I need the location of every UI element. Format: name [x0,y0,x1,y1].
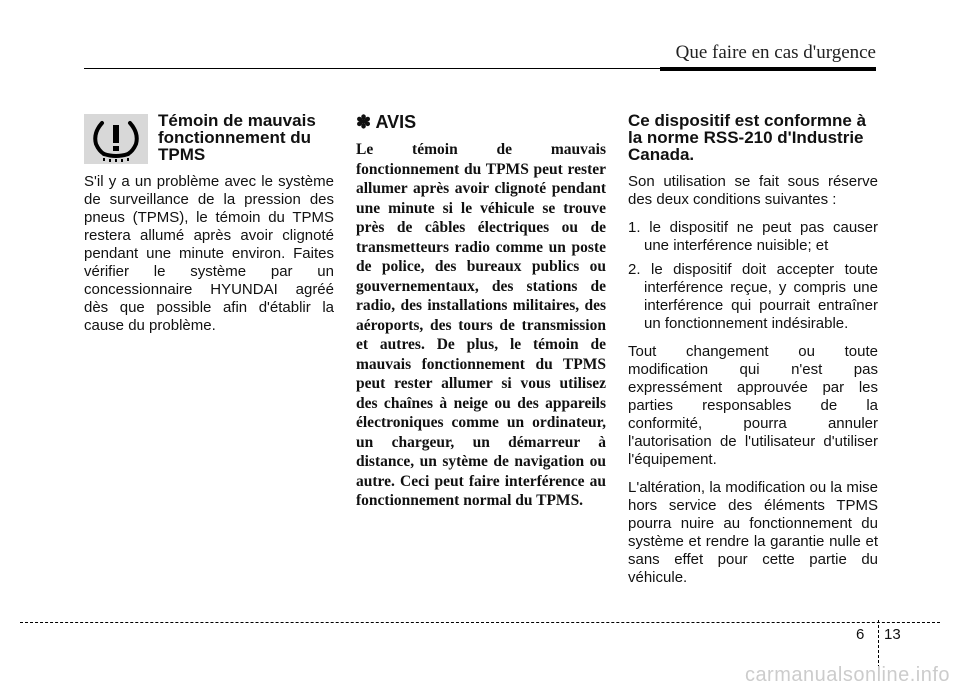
compliance-paragraph-modification: Tout changement ou toute modification qui n'est pas expressément approuvée par les parties responsables de la conformité, pourra annuler l'autorisation de l'utilisateur d'utiliser l'équipement. [628,343,878,468]
compliance-heading: Ce dispositif est conformne à la norme RSS-210 d'Industrie Canada. [628,111,867,164]
footer-page-separator [878,620,879,668]
compliance-intro: Son utilisation se fait sous réserve des deux conditions suivantes : [628,173,878,208]
footer-divider [20,622,940,623]
asterisk-icon: ✽ [356,112,372,132]
section-title: Que faire en cas d'urgence [675,42,876,63]
avis-label: AVIS [375,112,417,132]
tpms-heading: Témoin de mauvais fonctionnement du TPMS [158,111,316,164]
page-number: 13 [884,626,901,643]
avis-heading [356,112,606,132]
column-compliance [628,112,878,597]
conditions-list [628,219,878,333]
avis-body: Le témoin de mauvais fonctionnement du TPMS peut rester allumer après avoir clignoté pendant une minute si le véhicule se trouve près de câbles électriques ou de transmetteurs radio comme un poste de police, des bureaux publics ou gouvernementaux, des stations de radio, des installations militaires, des aéroports, des tours de transmission et autres. De plus, le témoin de mauvais fonctionnement du TPMS peut rester allumer si vous utilisez des chaînes à neige ou des appareils électroniques comme un ordinateur, un chargeur, un démarreur à distance, un sytème de navigation ou autre. Ceci peut faire interférence au fonctionnement normal du TPMS. [356,141,606,509]
tpms-warning-icon [84,114,148,164]
list-item: 2. le dispositif doit accepter toute interférence reçue, y compris une interférence qui pourrait entraîner un fonctionnement indésirable. [628,261,878,332]
column-avis [356,112,606,511]
header-divider-accent [660,67,876,71]
compliance-paragraph-alteration: L'altération, la modification ou la mise hors service des éléments TPMS pourra nuire au fonctionnement du système et rendre la garantie nulle et sans effet pour cette partie du véhicule. [628,479,878,586]
tpms-body: S'il y a un problème avec le système de surveillance de la pression des pneus (TPMS), le témoin du TPMS restera allumé après avoir clignoté pendant une minute environ. Faites vérifier le système par un concessionnaire HYUNDAI agréé dès que possible afin d'établir la cause du problème. [84,173,334,334]
column-tpms-malfunction [84,112,334,345]
watermark: carmanualsonline.info [744,664,950,686]
chapter-number: 6 [856,626,865,643]
list-item: 1. le dispositif ne peut pas causer une interférence nuisible; et [628,219,878,254]
